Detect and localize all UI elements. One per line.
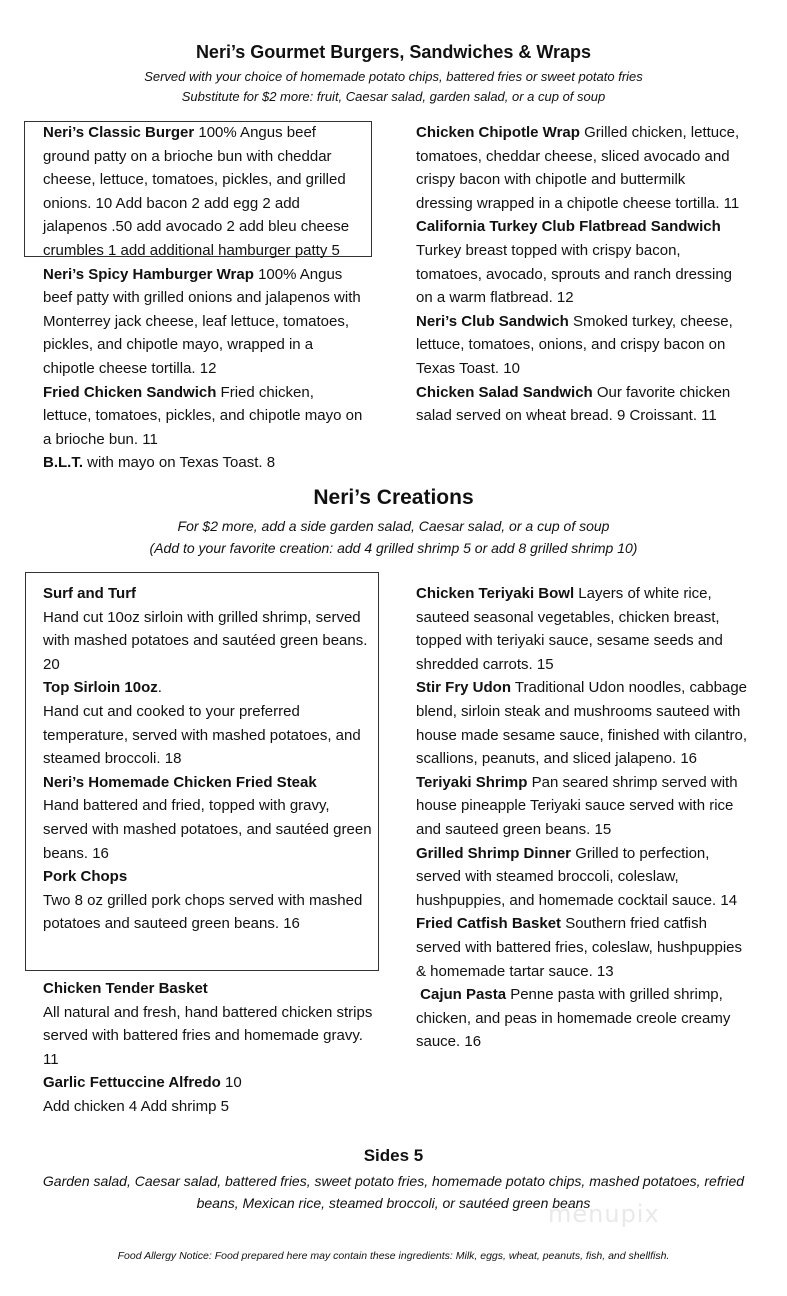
watermark-logo: menupix: [548, 1200, 660, 1228]
menu-item-chicken-chipotle-wrap: [416, 121, 746, 215]
menu-item-grilled-shrimp-dinner: [416, 842, 748, 913]
creations-right-column: [416, 582, 748, 1054]
menu-item-neris-club-sandwich: [416, 310, 746, 381]
item-name: Cajun Pasta: [420, 986, 507, 1004]
item-name: Neri’s Spicy Hamburger Wrap: [43, 265, 254, 283]
item-name: Grilled Shrimp Dinner: [416, 844, 572, 862]
item-desc: Layers of white rice, sauteed seasonal vegetables, chicken breast, topped with teriyaki sauce, sesame seeds and shredded carrots. 15: [416, 585, 723, 673]
menu-item-chicken-fried-steak: [43, 771, 378, 865]
menu-item-teriyaki-shrimp: [416, 771, 748, 842]
item-desc: Pan seared shrimp served with house pineapple Teriyaki sauce served with rice and sauteed green beans. 15: [416, 773, 738, 838]
item-desc: with mayo on Texas Toast. 8: [83, 454, 276, 472]
menu-item-garlic-fettuccine-alfredo: [43, 1071, 378, 1118]
item-desc: Our favorite chicken salad served on wheat bread. 9 Croissant. 11: [416, 383, 731, 425]
item-desc: Penne pasta with grilled shrimp, chicken, and peas in homemade creole creamy sauce. 16: [416, 986, 731, 1051]
item-desc: Grilled to perfection, served with steamed broccoli, coleslaw, hushpuppies, and homemade cocktail sauce. 14: [416, 844, 738, 909]
menu-item-classic-burger: [43, 121, 363, 263]
menu-item-chicken-salad-sandwich: [416, 381, 746, 428]
item-desc: Turkey breast topped with crispy bacon, tomatoes, avocado, sprouts and ranch dressing on a warm flatbread. 12: [416, 241, 733, 307]
menu-item-blt: [43, 451, 363, 475]
menu-item-chicken-tender-basket: [43, 977, 378, 1071]
item-name: Chicken Chipotle Wrap: [416, 124, 580, 141]
menu-item-top-sirloin: Top Sirloin 10oz. Hand cut and cooked to your preferred temperature, served with mashed potatoes, and steamed broccoli. 18: [43, 679, 361, 768]
item-desc: Traditional Udon noodles, cabbage blend, sirloin steak and mushrooms sauteed with house made sesame sauce, finished with cilantro, scallions, peanuts, and sliced jalapeno. 16: [416, 679, 748, 768]
item-name: B.L.T.: [43, 454, 83, 472]
burgers-right-column: [416, 121, 746, 428]
burgers-left-column: [43, 121, 363, 475]
menu-item-california-turkey-club: [416, 215, 746, 309]
item-desc: Fried chicken, lettuce, tomatoes, pickles, and chipotle mayo on a brioche bun. 11: [43, 383, 363, 448]
burgers-subtitle-1: Served with your choice of homemade potato chips, battered fries or sweet potato fries: [144, 69, 643, 84]
creations-left-boxed-column: [43, 582, 378, 936]
menu-item-spicy-hamburger-wrap: [43, 263, 363, 381]
item-desc: Smoked turkey, cheese, lettuce, tomatoes, onions, and crispy bacon on Texas Toast. 10: [416, 312, 733, 377]
item-name: Teriyaki Shrimp: [416, 773, 528, 791]
sides-title: Sides 5: [363, 1146, 424, 1165]
item-desc: Southern fried catfish served with battered fries, coleslaw, hushpuppies & homemade tartar sauce. 13: [416, 915, 743, 980]
menu-item-fried-chicken-sandwich: [43, 381, 363, 452]
item-name: Top Sirloin 10oz: [43, 679, 158, 697]
creations-title: Neri’s Creations: [313, 486, 474, 509]
item-desc: All natural and fresh, hand battered chicken strips served with battered fries and homemade gravy. 11: [43, 1003, 373, 1068]
item-name: Stir Fry Udon: [416, 679, 512, 697]
menu-item-cajun-pasta: [416, 983, 748, 1054]
item-name: Chicken Teriyaki Bowl: [416, 585, 575, 602]
item-name: Neri’s Homemade Chicken Fried Steak: [43, 773, 317, 791]
item-desc: Hand battered and fried, topped with gravy, served with mashed potatoes, and sautéed green beans. 16: [43, 797, 372, 862]
item-desc: 100% Angus beef ground patty on a brioche bun with cheddar cheese, lettuce, tomatoes, pickles, and grilled onions. 10 Add bacon 2 add egg 2 add jalapenos .50 add avocado 2 add bleu cheese crumbles 1 add additional hamburger patty 5: [43, 124, 350, 259]
item-desc: Add chicken 4 Add shrimp 5: [43, 1097, 229, 1115]
creations-subtitle-2: (Add to your favorite creation: add 4 grilled shrimp 5 or add 8 grilled shrimp 10): [149, 540, 638, 556]
item-name: Chicken Salad Sandwich: [416, 383, 593, 401]
menu-item-chicken-teriyaki-bowl: [416, 582, 748, 676]
menu-item-pork-chops: [43, 865, 378, 936]
item-name: Chicken Tender Basket: [43, 980, 208, 997]
item-name: Fried Catfish Basket: [416, 915, 562, 933]
burgers-title: Neri’s Gourmet Burgers, Sandwiches & Wraps: [195, 42, 592, 62]
item-desc: Two 8 oz grilled pork chops served with mashed potatoes and sauteed green beans. 16: [43, 891, 363, 933]
item-desc: 100% Angus beef patty with grilled onions and jalapenos with Monterrey jack cheese, leaf lettuce, tomatoes, pickles, and chipotle mayo, wrapped in a chipotle cheese tortilla. 12: [43, 265, 361, 377]
menu-item-surf-and-turf: [43, 582, 378, 676]
item-name: Garlic Fettuccine Alfredo: [43, 1074, 221, 1092]
item-desc: Grilled chicken, lettuce, tomatoes, cheddar cheese, sliced avocado and crispy bacon with chipotle and buttermilk dressing wrapped in a chipotle cheese tortilla. 11: [416, 124, 740, 212]
item-name: Neri’s Classic Burger: [43, 124, 195, 141]
menu-item-fried-catfish-basket: [416, 912, 748, 983]
item-name: California Turkey Club Flatbread Sandwich: [416, 218, 721, 236]
item-name: Surf and Turf: [43, 585, 137, 602]
menu-item-stir-fry-udon: [416, 676, 748, 770]
item-price: 10: [220, 1074, 242, 1092]
burgers-subtitle-2: Substitute for $2 more: fruit, Caesar salad, garden salad, or a cup of soup: [181, 89, 606, 104]
allergy-notice: Food Allergy Notice: Food prepared here may contain these ingredients: Milk, eggs, wheat, peanuts, fish, and shellfish.: [117, 1250, 670, 1262]
creations-subtitle-1: For $2 more, add a side garden salad, Caesar salad, or a cup of soup: [177, 518, 610, 534]
creations-left-column: [43, 977, 378, 1119]
item-desc: Hand cut 10oz sirloin with grilled shrimp, served with mashed potatoes and sautéed green beans. 20: [43, 608, 368, 673]
item-name: Fried Chicken Sandwich: [43, 383, 217, 401]
item-name: Pork Chops: [43, 868, 128, 886]
sides-text: Garden salad, Caesar salad, battered fries, sweet potato fries, homemade potato chips, mashed potatoes, refried beans, Mexican rice, steamed broccoli, or sautéed green beans: [42, 1173, 745, 1211]
item-name: Neri’s Club Sandwich: [416, 312, 569, 330]
item-desc: Hand cut and cooked to your preferred temperature, served with mashed potatoes, and steamed broccoli. 18: [43, 702, 361, 768]
